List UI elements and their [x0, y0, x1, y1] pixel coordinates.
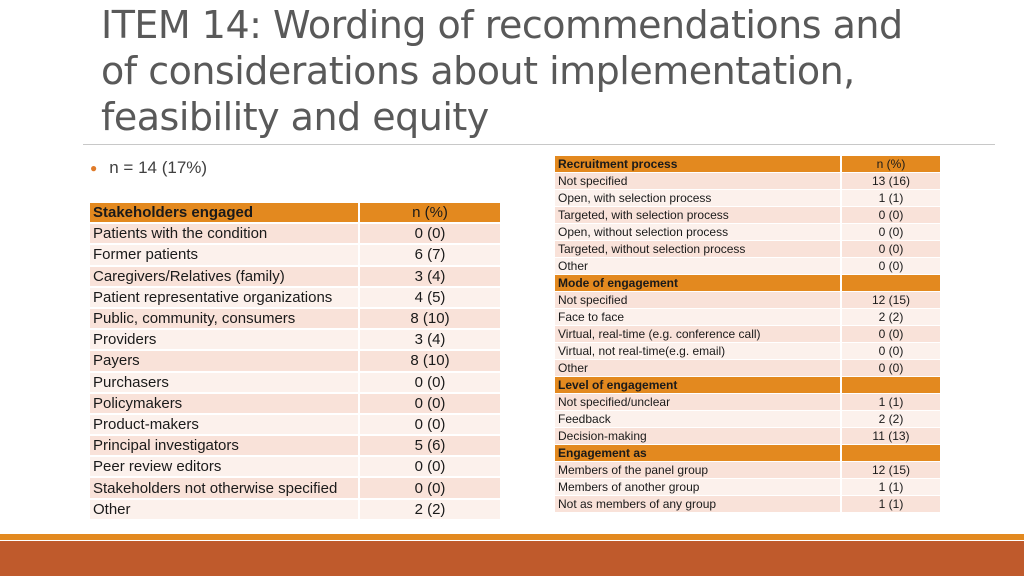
row-count: 1 (1) — [842, 190, 940, 207]
table-row — [90, 245, 500, 266]
row-label: Open, without selection process — [555, 224, 842, 241]
row-count: 0 (0) — [842, 258, 940, 275]
table-row — [90, 224, 500, 245]
row-count: 0 (0) — [360, 457, 500, 478]
row-count: 0 (0) — [360, 415, 500, 436]
row-count: 2 (2) — [842, 411, 940, 428]
table-row — [90, 500, 500, 521]
row-label: Not specified/unclear — [555, 394, 842, 411]
table-header-row — [90, 203, 500, 224]
row-count: 0 (0) — [842, 343, 940, 360]
row-count: 0 (0) — [842, 207, 940, 224]
row-label: Virtual, not real-time(e.g. email) — [555, 343, 842, 360]
row-label: Public, community, consumers — [90, 309, 360, 330]
row-label: Payers — [90, 351, 360, 372]
row-count: 2 (2) — [360, 500, 500, 521]
table-row — [555, 224, 940, 241]
row-label: Stakeholders not otherwise specified — [90, 478, 360, 499]
row-label: Other — [90, 500, 360, 521]
stakeholders-table — [90, 203, 500, 521]
footer-band — [0, 541, 1024, 576]
table-row — [555, 207, 940, 224]
title-line-1: ITEM 14: Wording of recommendations and — [101, 3, 903, 47]
row-label: Providers — [90, 330, 360, 351]
footer-accent-stripe — [0, 534, 1024, 540]
row-count: 0 (0) — [842, 326, 940, 343]
row-label: Not specified — [555, 292, 842, 309]
row-label: Caregivers/Relatives (family) — [90, 267, 360, 288]
row-count: 0 (0) — [360, 224, 500, 245]
engagement-table — [555, 156, 940, 513]
title-line-2: of considerations about implementation, — [101, 49, 855, 93]
row-label: Virtual, real-time (e.g. conference call) — [555, 326, 842, 343]
row-count: 4 (5) — [360, 288, 500, 309]
row-count: 8 (10) — [360, 351, 500, 372]
table-row — [555, 326, 940, 343]
row-label: Level of engagement — [555, 377, 842, 394]
row-label: Patient representative organizations — [90, 288, 360, 309]
row-label: Engagement as — [555, 445, 842, 462]
row-label: Former patients — [90, 245, 360, 266]
row-count: 1 (1) — [842, 496, 940, 513]
table-row — [555, 309, 940, 326]
row-count: 12 (15) — [842, 462, 940, 479]
row-count — [842, 275, 940, 292]
row-label: Principal investigators — [90, 436, 360, 457]
row-count: 1 (1) — [842, 394, 940, 411]
table-row — [90, 373, 500, 394]
table-row — [555, 496, 940, 513]
table-row — [555, 292, 940, 309]
row-count: 3 (4) — [360, 330, 500, 351]
table-row — [555, 258, 940, 275]
table-row — [555, 343, 940, 360]
row-count: 8 (10) — [360, 309, 500, 330]
table-header-row — [555, 156, 940, 173]
header-count: n (%) — [360, 203, 500, 224]
table-row — [555, 462, 940, 479]
title-divider — [83, 144, 995, 145]
section-header-row — [555, 445, 940, 462]
table-row — [555, 360, 940, 377]
row-label: Other — [555, 360, 842, 377]
row-count: 0 (0) — [842, 360, 940, 377]
row-count: 1 (1) — [842, 479, 940, 496]
section-header-row — [555, 377, 940, 394]
row-label: Decision-making — [555, 428, 842, 445]
row-label: Targeted, with selection process — [555, 207, 842, 224]
table-row — [555, 428, 940, 445]
row-label: Members of another group — [555, 479, 842, 496]
header-count: n (%) — [842, 156, 940, 173]
row-count: 11 (13) — [842, 428, 940, 445]
row-label: Members of the panel group — [555, 462, 842, 479]
table-row — [555, 241, 940, 258]
row-count: 0 (0) — [360, 394, 500, 415]
row-count — [842, 445, 940, 462]
table-row — [555, 411, 940, 428]
table-row — [555, 479, 940, 496]
row-label: Not as members of any group — [555, 496, 842, 513]
table-row — [90, 309, 500, 330]
bullet-dot-icon: ● — [90, 161, 98, 175]
table-row — [90, 267, 500, 288]
table-row — [90, 330, 500, 351]
row-label: Other — [555, 258, 842, 275]
table-row — [90, 436, 500, 457]
row-count — [842, 377, 940, 394]
row-count: 5 (6) — [360, 436, 500, 457]
row-count: 6 (7) — [360, 245, 500, 266]
sample-size-bullet — [90, 158, 207, 178]
table-row — [555, 190, 940, 207]
row-label: Peer review editors — [90, 457, 360, 478]
row-label: Product-makers — [90, 415, 360, 436]
table-row — [90, 351, 500, 372]
table-row — [90, 288, 500, 309]
header-label: Stakeholders engaged — [90, 203, 360, 224]
table-row — [90, 457, 500, 478]
row-label: Targeted, without selection process — [555, 241, 842, 258]
table-row — [555, 394, 940, 411]
header-label: Recruitment process — [555, 156, 842, 173]
table-row — [555, 173, 940, 190]
row-label: Open, with selection process — [555, 190, 842, 207]
row-count: 0 (0) — [842, 224, 940, 241]
slide-title — [101, 2, 961, 140]
row-label: Feedback — [555, 411, 842, 428]
row-count: 0 (0) — [842, 241, 940, 258]
row-label: Face to face — [555, 309, 842, 326]
sample-size-text: n = 14 (17%) — [109, 158, 208, 177]
row-count: 3 (4) — [360, 267, 500, 288]
row-count: 0 (0) — [360, 478, 500, 499]
row-label: Patients with the condition — [90, 224, 360, 245]
table-row — [90, 415, 500, 436]
row-label: Purchasers — [90, 373, 360, 394]
row-count: 2 (2) — [842, 309, 940, 326]
row-label: Mode of engagement — [555, 275, 842, 292]
row-count: 13 (16) — [842, 173, 940, 190]
table-row — [90, 394, 500, 415]
row-count: 12 (15) — [842, 292, 940, 309]
row-label: Not specified — [555, 173, 842, 190]
title-line-3: feasibility and equity — [101, 95, 489, 139]
row-count: 0 (0) — [360, 373, 500, 394]
row-label: Policymakers — [90, 394, 360, 415]
table-row — [90, 478, 500, 499]
section-header-row — [555, 275, 940, 292]
